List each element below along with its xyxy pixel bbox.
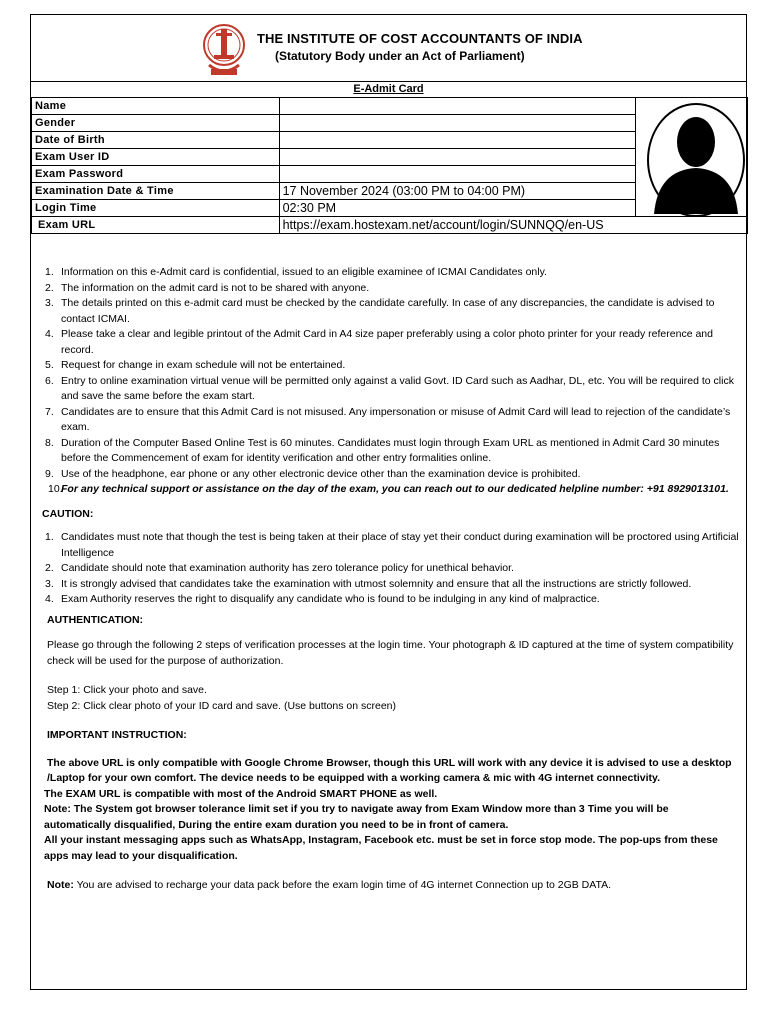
field-value-password: [279, 166, 636, 183]
data-pack-note-text: You are advised to recharge your data pack before the exam login time of 4G internet Connection up to 2GB DATA.: [76, 879, 612, 891]
list-item: 2. The information on the admit card is not to be shared with anyone.: [45, 281, 370, 294]
field-value-exam-datetime: 17 November 2024 (03:00 PM to 04:00 PM): [279, 183, 636, 200]
field-label-password: Exam Password: [32, 166, 280, 183]
list-item: 1. Information on this e-Admit card is confidential, issued to an eligible examinee of ICMAI Candidates only.: [45, 266, 547, 278]
list-item: 3. The details printed on this e-admit card must be checked by the candidate carefully. In case of any discrepancies, the candidate is advised to contact ICMAI.: [45, 297, 715, 325]
list-item: 1. Candidates must note that though the test is being taken at their place of stay yet their conduct during examination will be proctored using Artificial Intelligence: [45, 531, 739, 559]
icmai-logo-icon: [201, 19, 247, 79]
list-item: 5. Request for change in exam schedule will not be entertained.: [45, 359, 346, 371]
important-android-note: The EXAM URL is compatible with most of the Android SMART PHONE as well.: [44, 787, 438, 800]
field-label-login-time: Login Time: [32, 200, 280, 217]
table-row: [32, 98, 748, 115]
field-value-user-id: [279, 149, 636, 166]
list-item: 7. Candidates are to ensure that this Admit Card is not misused. Any impersonation or misuse of Admit Card will lead to rejection of the candidate’s exam.: [45, 405, 731, 433]
important-tolerance-note: Note: The System got browser tolerance limit set if you try to navigate away from Exam Window more than 3 Time you will be automatically disqualified, During the entire exam duration you need to be in front of camera.: [44, 803, 669, 831]
list-item: 4. Exam Authority reserves the right to disqualify any candidate who is found to be indulging in any kind of malpractice.: [45, 593, 600, 605]
list-item: 6. Entry to online examination virtual venue will be permitted only against a valid Govt. ID Card such as Aadhar, DL, etc. You will be required to click and save the same before the exam start.: [45, 374, 734, 402]
exam-url-link[interactable]: https://exam.hostexam.net/account/login/SUNNQQ/en-US: [279, 217, 747, 234]
instructions-list: [31, 265, 746, 498]
auth-step-2: Step 2: Click clear photo of your ID card and save. (Use buttons on screen): [47, 699, 397, 712]
list-item: 9. Use of the headphone, ear phone or any other electronic device other than the examination device is prohibited.: [45, 467, 581, 480]
auth-step-1: Step 1: Click your photo and save.: [47, 684, 207, 696]
field-label-exam-url: Exam URL: [32, 217, 280, 234]
data-pack-note-label: Note:: [47, 879, 74, 891]
list-item: 8. Duration of the Computer Based Online Test is 60 minutes. Candidates must login through Exam URL as mentioned in Admit Card 30 minutes before the Commencement of exam for identity verification and other entry formalities online.: [45, 436, 720, 464]
field-value-name: [279, 98, 636, 115]
list-item: 3. It is strongly advised that candidates take the examination with utmost solemnity and ensure that all the instructions are strictly followed.: [45, 577, 692, 590]
field-label-gender: Gender: [32, 115, 280, 132]
caution-list: [31, 530, 746, 608]
field-label-user-id: Exam User ID: [32, 149, 280, 166]
table-row: [32, 217, 748, 234]
header: [31, 15, 746, 82]
caution-heading: CAUTION:: [42, 507, 94, 520]
important-heading: IMPORTANT INSTRUCTION:: [47, 729, 187, 741]
list-item: 2. Candidate should note that examination authority has zero tolerance policy for unethical behavior.: [45, 562, 514, 574]
candidate-photo-icon: [644, 102, 748, 218]
photo-cell: [636, 98, 748, 217]
important-apps-note: All your instant messaging apps such as WhatsApp, Instagram, Facebook etc. must be set in force stop mode. The pop-ups from these apps may lead to your disqualification.: [44, 834, 718, 862]
institute-name: THE INSTITUTE OF COST ACCOUNTANTS OF INDIA: [257, 31, 583, 46]
field-value-gender: [279, 115, 636, 132]
data-pack-note: [31, 878, 746, 894]
field-value-login-time: 02:30 PM: [279, 200, 636, 217]
authentication-heading: AUTHENTICATION:: [47, 613, 144, 626]
instructions-section: [31, 265, 746, 894]
card-title: E-Admit Card: [31, 81, 746, 98]
authentication-intro: Please go through the following 2 steps of verification processes at the login time. Your photograph & ID captured at the time of system compatibility check will be used for the purpose of authorization.: [47, 639, 734, 667]
field-label-exam-datetime: Examination Date & Time: [32, 183, 280, 200]
field-label-name: Name: [32, 98, 280, 115]
important-browser-note: The above URL is only compatible with Google Chrome Browser, though this URL will work with any device it is advised to use a desktop /Laptop for your own comfort. The device needs to be equipped with a working camera & mic with 4G internet connectivity.: [47, 756, 732, 784]
institute-subtitle: (Statutory Body under an Act of Parliament): [275, 49, 525, 63]
field-label-dob: Date of Birth: [32, 132, 280, 149]
list-item: 4. Please take a clear and legible printout of the Admit Card in A4 size paper preferably using a color photo printer for your ready reference and record.: [45, 328, 713, 356]
helpline-item: 10. For any technical support or assistance on the day of the exam, you can reach out to our dedicated helpline number: +91 8929013101.: [48, 483, 729, 495]
admit-card: [30, 14, 747, 990]
field-value-dob: [279, 132, 636, 149]
candidate-info-table: [31, 97, 748, 234]
